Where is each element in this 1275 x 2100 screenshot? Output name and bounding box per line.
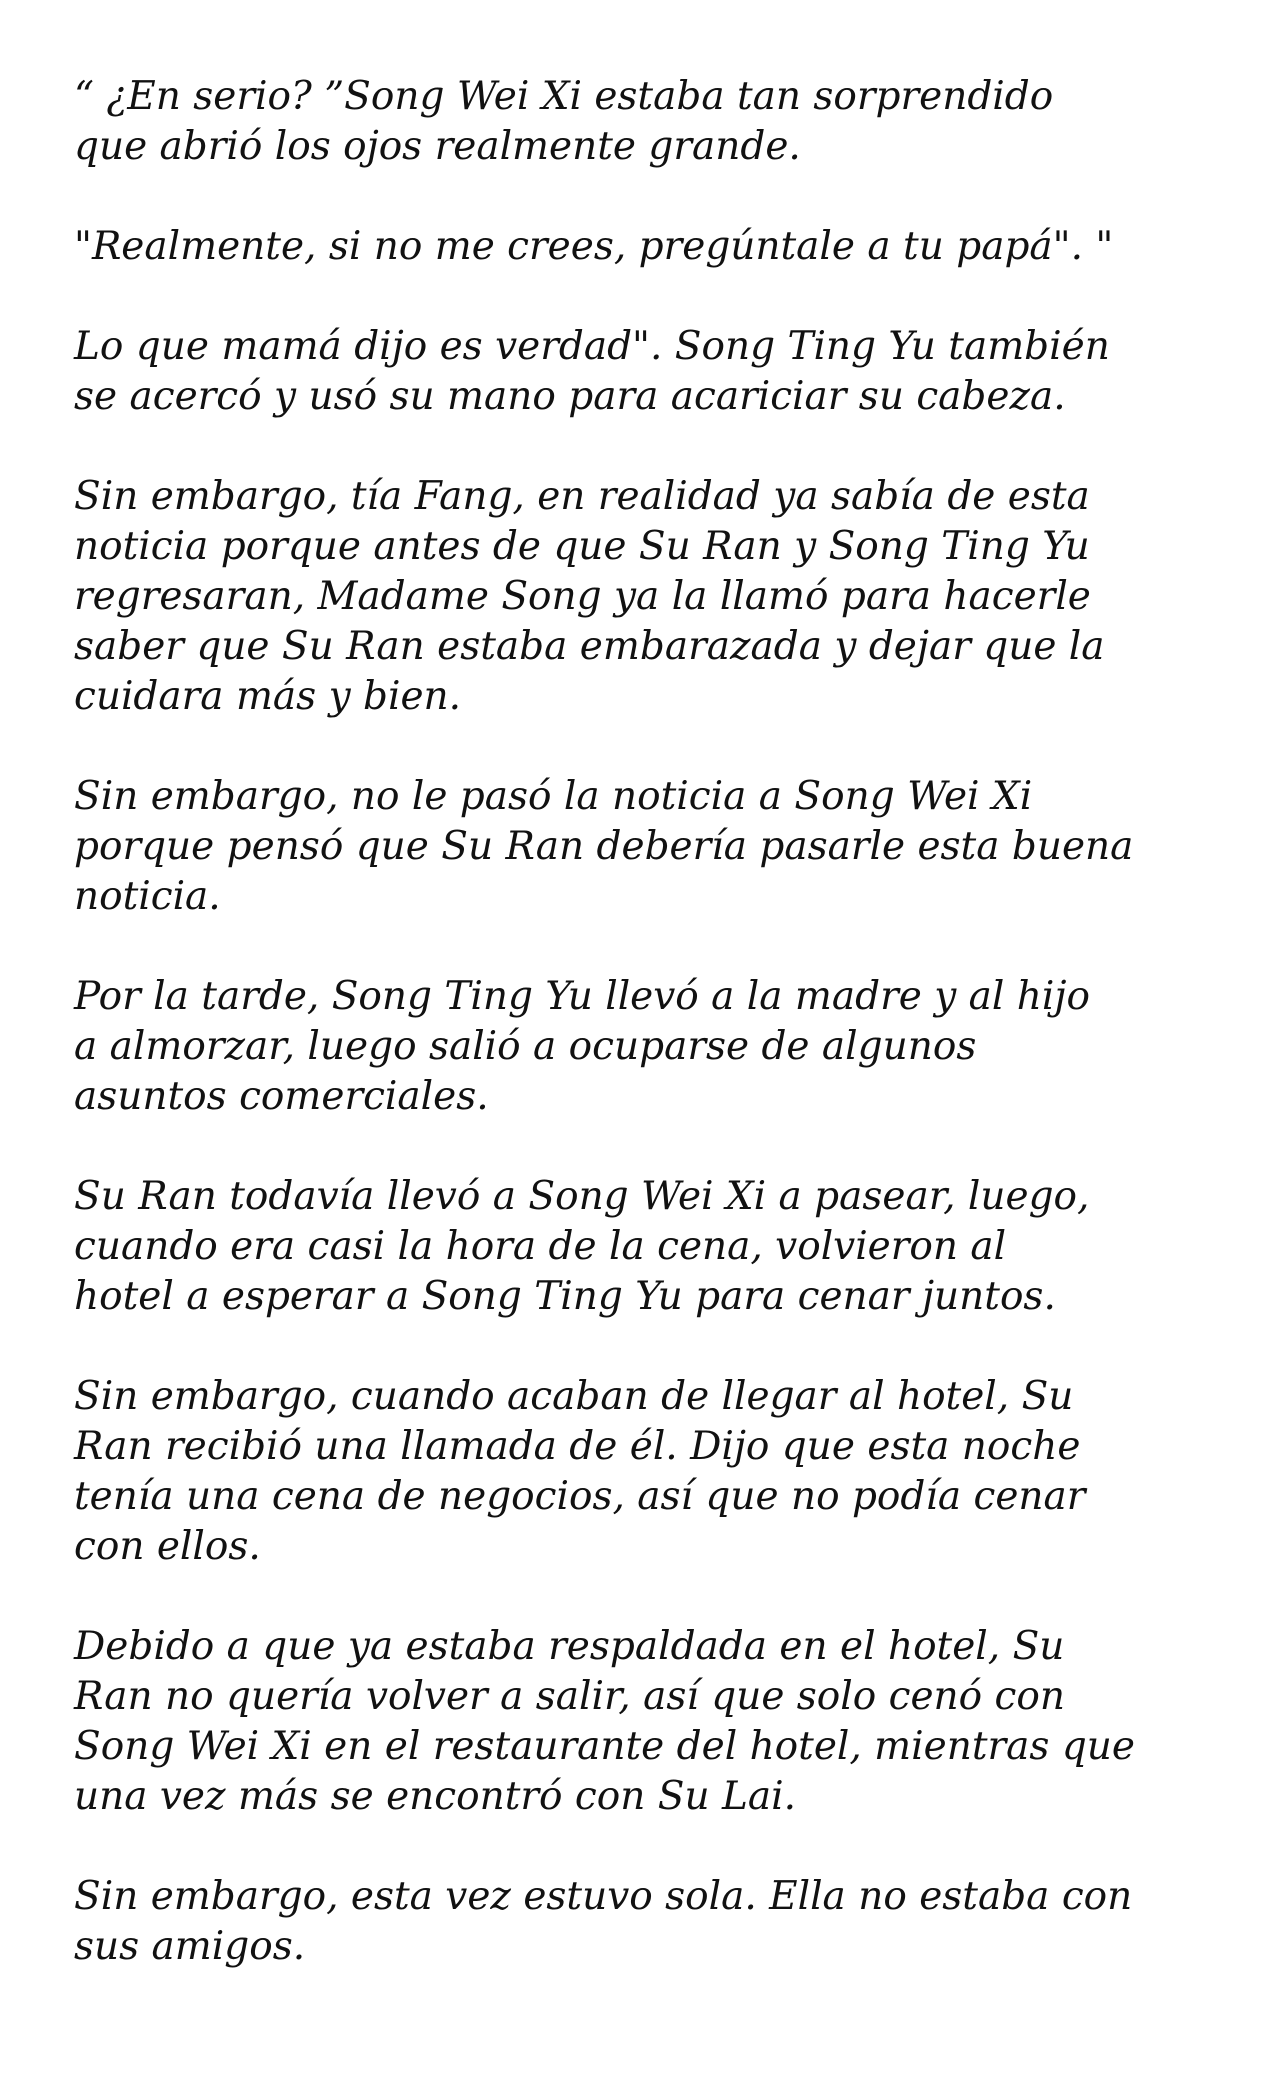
text-line: saber que Su Ran estaba embarazada y dejar que la (74, 624, 1105, 669)
text-line: Song Wei Xi en el restaurante del hotel, mientras que (74, 1724, 1135, 1769)
text-line: sus amigos. (74, 1924, 306, 1969)
text-line: noticia porque antes de que Su Ran y Song Ting Yu (74, 524, 1090, 569)
paragraph-8 (74, 1372, 1215, 1572)
text-line: Sin embargo, esta vez estuvo sola. Ella no estaba con (74, 1874, 1133, 1919)
paragraph-6 (74, 972, 1215, 1122)
paragraph-10 (74, 1872, 1215, 1972)
paragraph-9 (74, 1622, 1215, 1822)
text-line: Ran no quería volver a salir, así que solo cenó con (74, 1674, 1065, 1719)
text-line: Sin embargo, tía Fang, en realidad ya sabía de esta (74, 474, 1090, 519)
text-line: a almorzar, luego salió a ocuparse de algunos (74, 1024, 977, 1069)
text-line: “ ¿En serio? ”Song Wei Xi estaba tan sorprendido (74, 74, 1054, 119)
text-line: Sin embargo, cuando acaban de llegar al hotel, Su (74, 1374, 1074, 1419)
paragraph-2 (74, 222, 1215, 272)
paragraph-4 (74, 472, 1215, 722)
text-line: cuidara más y bien. (74, 674, 462, 719)
text-line: Por la tarde, Song Ting Yu llevó a la madre y al hijo (74, 974, 1090, 1019)
paragraph-3 (74, 322, 1215, 422)
text-line: noticia. (74, 874, 221, 919)
text-line: regresaran, Madame Song ya la llamó para hacerle (74, 574, 1091, 619)
text-line: tenía una cena de negocios, así que no podía cenar (74, 1474, 1086, 1519)
text-line: cuando era casi la hora de la cena, volvieron al (74, 1224, 1007, 1269)
paragraph-7 (74, 1172, 1215, 1322)
text-line: se acercó y usó su mano para acariciar su cabeza. (74, 374, 1066, 419)
text-line: hotel a esperar a Song Ting Yu para cenar juntos. (74, 1274, 1056, 1319)
text-line: porque pensó que Su Ran debería pasarle esta buena (74, 824, 1134, 869)
paragraph-5 (74, 772, 1215, 922)
text-line: Su Ran todavía llevó a Song Wei Xi a pasear, luego, (74, 1174, 1090, 1219)
text-line: que abrió los ojos realmente grande. (74, 124, 801, 169)
text-line: Debido a que ya estaba respaldada en el hotel, Su (74, 1624, 1065, 1669)
text-line: Ran recibió una llamada de él. Dijo que esta noche (74, 1424, 1081, 1469)
text-line: Sin embargo, no le pasó la noticia a Song Wei Xi (74, 774, 1033, 819)
text-line: con ellos. (74, 1524, 261, 1569)
text-line: "Realmente, si no me crees, pregúntale a tu papá". " (74, 224, 1114, 269)
text-line: asuntos comerciales. (74, 1074, 489, 1119)
text-line: una vez más se encontró con Su Lai. (74, 1774, 796, 1819)
text-line: Lo que mamá dijo es verdad". Song Ting Yu también (74, 324, 1110, 369)
paragraph-1 (74, 72, 1215, 172)
